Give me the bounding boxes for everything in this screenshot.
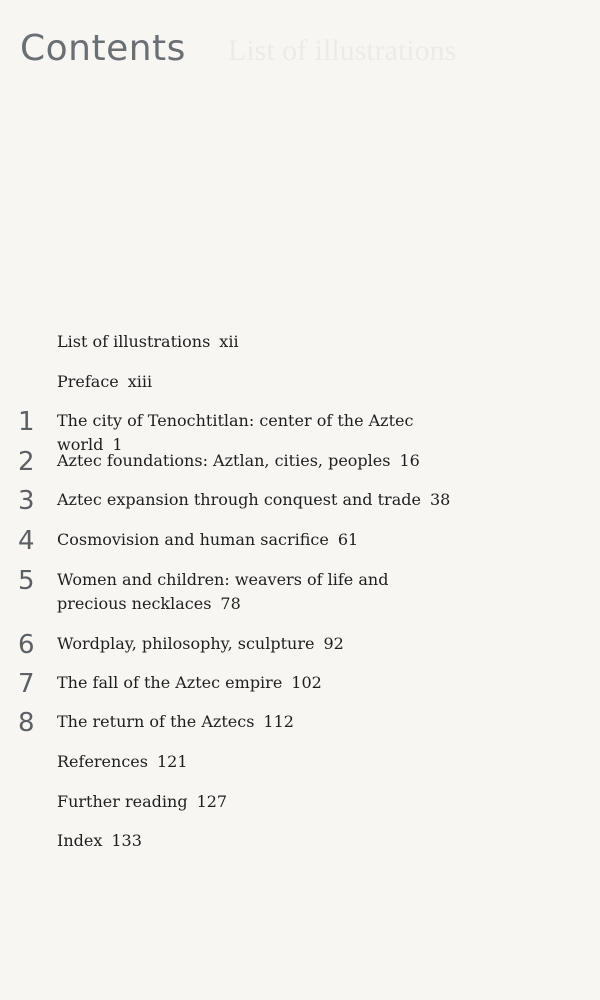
entry-page-number: 133 [111, 831, 142, 850]
entry-title: Women and children: weavers of life and precious necklaces [57, 570, 389, 613]
entry-title: The return of the Aztecs [57, 712, 255, 731]
chapter-number: 4 [18, 526, 35, 556]
chapter-number: 2 [18, 447, 35, 477]
entry-page-number: 16 [399, 451, 420, 470]
page-title: Contents [20, 28, 186, 69]
chapter-number: 7 [18, 669, 35, 699]
entry-page-number: xiii [127, 372, 153, 391]
entry-page-number: 102 [291, 673, 322, 692]
chapter-number: 6 [18, 630, 35, 660]
entry-page-number: 92 [323, 634, 344, 653]
entry-title: Aztec foundations: Aztlan, cities, peoples [57, 451, 391, 470]
chapter-number: 1 [18, 407, 35, 437]
entry-title: List of illustrations [57, 332, 211, 351]
show-through-heading: List of illustrations [228, 34, 457, 67]
entry-title: Index [57, 831, 103, 850]
chapter-number: 5 [18, 566, 35, 596]
entry-title: Wordplay, philosophy, sculpture [57, 634, 315, 653]
entry-page-number: 1 [112, 435, 123, 454]
entry-title: Further reading [57, 792, 188, 811]
entry-page-number: 112 [263, 712, 294, 731]
entry-title: The fall of the Aztec empire [57, 673, 283, 692]
entry-title: Cosmovision and human sacrifice [57, 530, 329, 549]
entry-title: Preface [57, 372, 119, 391]
entry-page-number: 78 [220, 594, 241, 613]
entry-title: References [57, 752, 148, 771]
entry-title: The city of Tenochtitlan: center of the Aztec world [57, 411, 414, 454]
entry-page-number: 121 [156, 752, 188, 771]
chapter-number: 3 [18, 486, 35, 516]
entry-page-number: 61 [337, 530, 359, 549]
entry-title: Aztec expansion through conquest and trade [57, 490, 421, 509]
chapter-number: 8 [18, 708, 35, 738]
entry-page-number: 127 [196, 792, 228, 811]
entry-page-number: 38 [429, 490, 451, 509]
entry-page-number: xii [219, 332, 239, 351]
